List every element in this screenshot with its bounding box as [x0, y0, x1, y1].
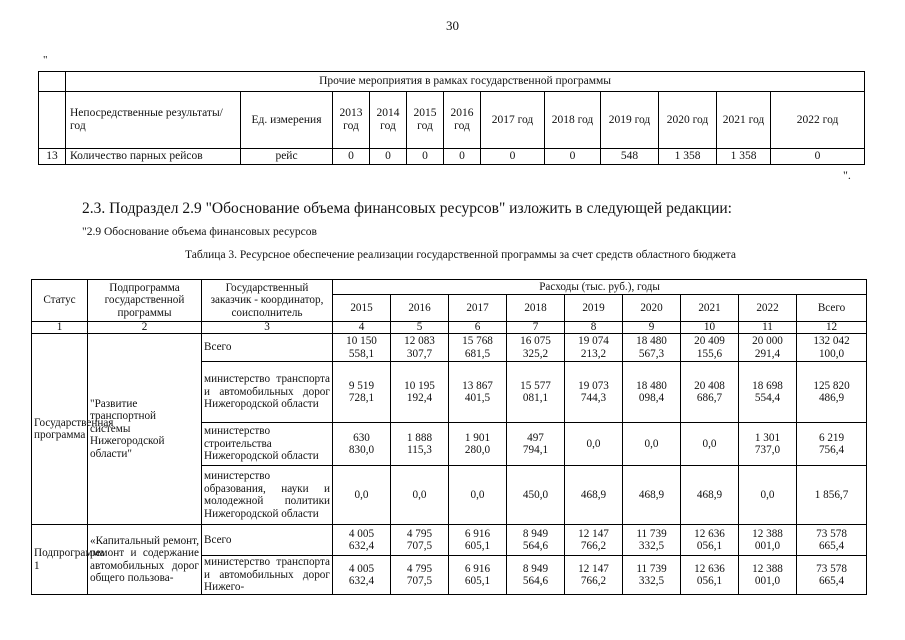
value-line: 0,0 — [586, 437, 601, 450]
value-cell — [623, 334, 681, 362]
row-value: 0 — [333, 149, 370, 165]
value-line: 564,6 — [522, 575, 549, 587]
subprogram-cell: «Капитальный ремонт, ремонт и содержание автомобильных дорог общего пользова- — [88, 525, 202, 595]
table1-year-header: 2017 год — [481, 92, 545, 149]
value-line: 1 856,7 — [814, 488, 849, 501]
resource-table — [31, 279, 867, 595]
value-cell — [449, 423, 507, 466]
value-line: 564,6 — [522, 540, 549, 552]
status-cell: Подпрограмма 1 — [32, 525, 88, 595]
value-line: 100,0 — [818, 347, 845, 360]
expenses-header: Расходы (тыс. руб.), годы — [333, 280, 867, 295]
value-line: 332,5 — [638, 575, 665, 587]
table1-year-header: 2019 год — [601, 92, 659, 149]
column-number: 5 — [391, 322, 449, 334]
value-line: 6 916 — [464, 527, 491, 540]
value-cell — [739, 362, 797, 423]
value-cell — [623, 362, 681, 423]
value-cell — [565, 525, 623, 556]
subprogram-header: Подпрограмма государственной программы — [88, 280, 202, 322]
value-line: 681,5 — [464, 347, 491, 360]
value-line: 10 150 — [346, 335, 377, 347]
value-cell — [449, 525, 507, 556]
value-cell — [565, 556, 623, 595]
value-cell — [449, 556, 507, 595]
value-line: 1 901 — [464, 431, 491, 444]
value-line: 0,0 — [760, 488, 775, 501]
total-cell — [797, 362, 867, 423]
table1-year-header: 2018 год — [545, 92, 601, 149]
row-value: 0 — [481, 149, 545, 165]
value-line: 605,1 — [464, 575, 491, 587]
value-line: 11 739 — [636, 562, 667, 575]
value-line: 18 698 — [752, 379, 783, 392]
value-line: 20 408 — [694, 379, 725, 392]
value-line: 0,0 — [412, 488, 427, 501]
customer-header: Государственный заказчик - координатор, соисполнитель — [202, 280, 333, 322]
value-line: 707,5 — [406, 575, 433, 587]
value-line: 056,1 — [696, 540, 723, 552]
table1-title: Прочие мероприятия в рамках государственной программы — [66, 72, 865, 92]
value-line: 125 820 — [813, 379, 850, 392]
value-line: 0,0 — [354, 488, 369, 501]
table1-year-header: 2022 год — [771, 92, 865, 149]
year-header: 2022 — [739, 295, 797, 322]
column-number: 3 — [202, 322, 333, 334]
value-line: 307,7 — [406, 347, 433, 360]
value-line: 12 388 — [752, 562, 783, 575]
value-line: 0,0 — [470, 488, 485, 501]
value-line: 6 219 — [818, 431, 845, 444]
value-cell — [623, 423, 681, 466]
value-line: 18 480 — [636, 379, 667, 392]
value-line: 001,0 — [754, 540, 781, 552]
value-line: 744,3 — [580, 392, 607, 404]
value-cell — [391, 334, 449, 362]
table1-year-header: 2021 год — [717, 92, 771, 149]
table1-blank — [39, 72, 66, 92]
opening-quote: " — [43, 54, 48, 66]
value-line: 632,4 — [348, 575, 375, 587]
value-line: 280,0 — [464, 444, 491, 456]
value-line: 081,1 — [522, 392, 549, 404]
year-header: 2020 — [623, 295, 681, 322]
value-line: 291,4 — [754, 347, 781, 360]
row-value: 1 358 — [717, 149, 771, 165]
value-line: 8 949 — [522, 527, 549, 540]
value-line: 497 — [527, 431, 544, 444]
value-line: 155,6 — [696, 347, 723, 360]
year-header: 2018 — [507, 295, 565, 322]
value-cell — [507, 423, 565, 466]
row-value: 0 — [545, 149, 601, 165]
value-line: 468,9 — [580, 488, 607, 501]
value-cell — [739, 556, 797, 595]
row-value: 0 — [444, 149, 481, 165]
value-line: 332,5 — [638, 540, 665, 552]
value-line: 450,0 — [522, 488, 549, 501]
value-line: 13 867 — [462, 379, 493, 392]
subsection-heading: "2.9 Обоснование объема финансовых ресурсов — [82, 226, 317, 238]
row-number: 13 — [39, 149, 66, 165]
value-cell — [333, 334, 391, 362]
status-header: Статус — [32, 280, 88, 322]
row-name: Количество парных рейсов — [66, 149, 241, 165]
value-line: 73 578 — [816, 527, 847, 540]
column-number: 12 — [797, 322, 867, 334]
value-line: 830,0 — [348, 444, 375, 456]
value-line: 213,2 — [580, 347, 607, 360]
value-cell — [681, 423, 739, 466]
value-line: 4 795 — [406, 527, 433, 540]
value-line: 9 519 — [348, 379, 375, 392]
value-line: 132 042 — [813, 335, 850, 347]
value-line: 20 000 — [752, 335, 783, 347]
value-cell — [565, 423, 623, 466]
value-line: 4 795 — [406, 562, 433, 575]
value-cell — [391, 525, 449, 556]
value-cell — [391, 466, 449, 525]
value-line: 766,2 — [580, 575, 607, 587]
year-header: 2015 — [333, 295, 391, 322]
year-header: 2019 — [565, 295, 623, 322]
value-line: 001,0 — [754, 575, 781, 587]
value-line: 1 888 — [406, 431, 433, 444]
value-line: 18 480 — [636, 335, 667, 347]
column-number: 11 — [739, 322, 797, 334]
row-unit: рейс — [241, 149, 333, 165]
value-line: 192,4 — [406, 392, 433, 404]
value-line: 325,2 — [522, 347, 549, 360]
table1-year-header: 2013 год — [333, 92, 370, 149]
value-line: 11 739 — [636, 527, 667, 540]
table1-year-header: 2020 год — [659, 92, 717, 149]
table1-num-header — [39, 92, 66, 149]
closing-quote: ". — [843, 168, 851, 182]
value-cell — [449, 362, 507, 423]
value-line: 19 073 — [578, 379, 609, 392]
row-value: 0 — [407, 149, 444, 165]
value-cell — [681, 362, 739, 423]
table-row — [32, 525, 867, 556]
column-number: 6 — [449, 322, 507, 334]
value-line: 554,4 — [754, 392, 781, 404]
value-cell — [391, 556, 449, 595]
value-line: 558,1 — [348, 347, 375, 360]
value-line: 686,7 — [696, 392, 723, 404]
row-value: 0 — [771, 149, 865, 165]
total-cell — [797, 423, 867, 466]
value-line: 567,3 — [638, 347, 665, 360]
table-caption: Таблица 3. Ресурсное обеспечение реализации государственной программы за счет средств областного бюджета — [185, 249, 736, 261]
value-line: 665,4 — [818, 575, 845, 587]
value-line: 15 577 — [520, 379, 551, 392]
value-cell — [449, 334, 507, 362]
value-cell — [623, 556, 681, 595]
value-line: 0,0 — [644, 437, 659, 450]
year-header: 2021 — [681, 295, 739, 322]
value-line: 20 409 — [694, 335, 725, 347]
value-cell — [565, 362, 623, 423]
value-line: 098,4 — [638, 392, 665, 404]
status-cell: Государственная программа — [32, 334, 88, 525]
value-line: 12 636 — [694, 527, 725, 540]
column-number: 10 — [681, 322, 739, 334]
column-number: 4 — [333, 322, 391, 334]
value-line: 10 195 — [404, 379, 435, 392]
customer-cell: министерство образования, науки и молодежной политики Нижегородской области — [202, 466, 333, 525]
value-cell — [391, 423, 449, 466]
value-line: 8 949 — [522, 562, 549, 575]
value-line: 630 — [353, 431, 370, 444]
value-line: 16 075 — [520, 335, 551, 347]
column-number: 7 — [507, 322, 565, 334]
page-number: 30 — [446, 18, 459, 33]
value-cell — [507, 362, 565, 423]
table1-result-header: Непосредственные результаты/год — [66, 92, 241, 149]
table1-year-header: 2015 год — [407, 92, 444, 149]
value-cell — [681, 334, 739, 362]
value-line: 756,4 — [818, 444, 845, 456]
value-cell — [623, 525, 681, 556]
value-line: 19 074 — [578, 335, 609, 347]
table1-year-header: 2016 год — [444, 92, 481, 149]
customer-cell: министерство транспорта и автомобильных дорог Нижего- — [202, 556, 333, 595]
section-heading: 2.3. Подраздел 2.9 "Обоснование объема финансовых ресурсов" изложить в следующей редакции: — [82, 200, 732, 217]
subprogram-cell: "Развитие транспортной системы Нижегородской области" — [88, 334, 202, 525]
value-cell — [449, 466, 507, 525]
value-line: 056,1 — [696, 575, 723, 587]
total-header: Всего — [797, 295, 867, 322]
table-row — [32, 334, 867, 362]
value-line: 12 147 — [578, 527, 609, 540]
value-line: 12 147 — [578, 562, 609, 575]
customer-cell: Всего — [202, 334, 333, 362]
table1-unit-header: Ед. измерения — [241, 92, 333, 149]
column-number: 1 — [32, 322, 88, 334]
value-line: 115,3 — [407, 444, 432, 456]
value-cell — [333, 556, 391, 595]
row-value: 548 — [601, 149, 659, 165]
year-header: 2016 — [391, 295, 449, 322]
value-cell — [681, 466, 739, 525]
value-line: 4 005 — [348, 527, 375, 540]
value-line: 1 301 — [754, 431, 781, 444]
value-cell — [507, 556, 565, 595]
total-cell — [797, 466, 867, 525]
value-line: 12 388 — [752, 527, 783, 540]
column-number: 8 — [565, 322, 623, 334]
value-line: 6 916 — [464, 562, 491, 575]
value-line: 707,5 — [406, 540, 433, 552]
customer-cell: Всего — [202, 525, 333, 556]
value-line: 605,1 — [464, 540, 491, 552]
value-line: 12 083 — [404, 335, 435, 347]
value-cell — [681, 525, 739, 556]
value-cell — [333, 525, 391, 556]
value-line: 15 768 — [462, 335, 493, 347]
value-line: 766,2 — [580, 540, 607, 552]
column-number: 2 — [88, 322, 202, 334]
customer-cell: министерство транспорта и автомобильных дорог Нижегородской области — [202, 362, 333, 423]
row-value: 1 358 — [659, 149, 717, 165]
total-cell — [797, 334, 867, 362]
value-line: 737,0 — [754, 444, 781, 456]
value-cell — [565, 466, 623, 525]
value-cell — [507, 525, 565, 556]
value-line: 12 636 — [694, 562, 725, 575]
customer-cell: министерство строительства Нижегородской области — [202, 423, 333, 466]
value-cell — [739, 334, 797, 362]
value-cell — [623, 466, 681, 525]
value-line: 4 005 — [348, 562, 375, 575]
total-cell — [797, 525, 867, 556]
value-cell — [739, 525, 797, 556]
value-cell — [507, 466, 565, 525]
other-activities-table — [38, 71, 865, 165]
value-line: 73 578 — [816, 562, 847, 575]
value-line: 728,1 — [348, 392, 375, 404]
value-cell — [565, 334, 623, 362]
value-line: 665,4 — [818, 540, 845, 552]
table1-year-header: 2014 год — [370, 92, 407, 149]
value-cell — [739, 423, 797, 466]
value-cell — [507, 334, 565, 362]
column-number: 9 — [623, 322, 681, 334]
value-cell — [333, 423, 391, 466]
value-line: 401,5 — [464, 392, 491, 404]
value-line: 0,0 — [702, 437, 717, 450]
value-line: 486,9 — [818, 392, 845, 404]
value-cell — [681, 556, 739, 595]
value-cell — [333, 466, 391, 525]
value-line: 632,4 — [348, 540, 375, 552]
value-cell — [391, 362, 449, 423]
value-line: 468,9 — [696, 488, 723, 501]
value-cell — [333, 362, 391, 423]
value-line: 794,1 — [522, 444, 549, 456]
year-header: 2017 — [449, 295, 507, 322]
table-row — [39, 149, 865, 165]
value-cell — [739, 466, 797, 525]
value-line: 468,9 — [638, 488, 665, 501]
row-value: 0 — [370, 149, 407, 165]
total-cell — [797, 556, 867, 595]
